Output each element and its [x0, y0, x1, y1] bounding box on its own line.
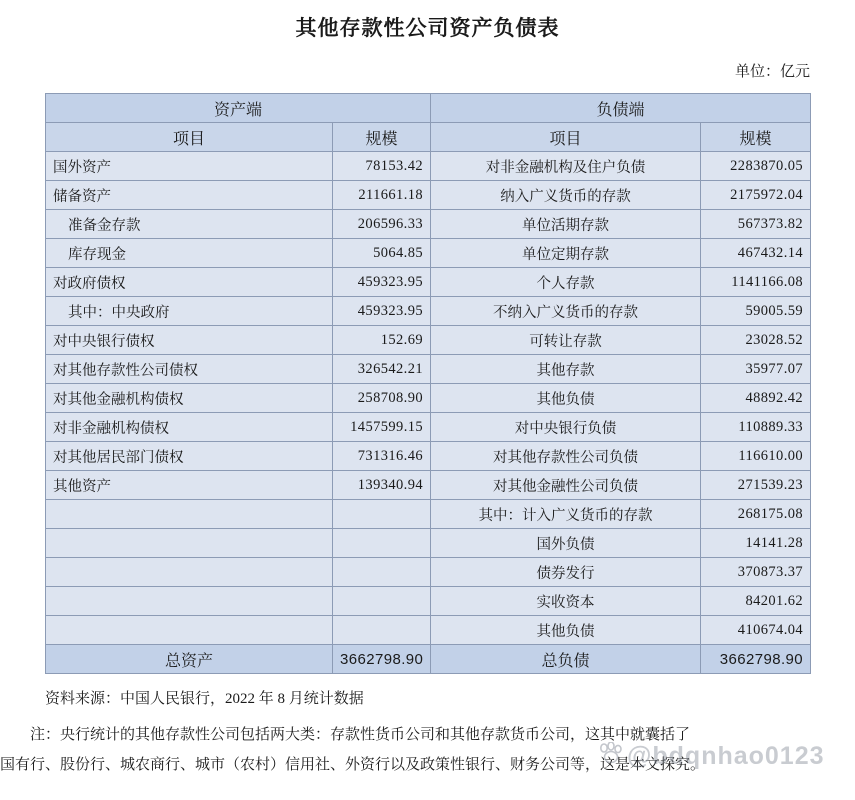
liability-item-label: 对非金融机构及住户负债 — [431, 152, 701, 181]
asset-item-label: 对中央银行债权 — [46, 326, 333, 355]
liability-item-value: 1141166.08 — [701, 268, 811, 297]
source-note: 资料来源：中国人民银行，2022 年 8 月统计数据 — [45, 691, 364, 707]
liability-item-value: 23028.52 — [701, 326, 811, 355]
liability-item-label: 单位活期存款 — [431, 210, 701, 239]
liability-item-label: 对中央银行负债 — [431, 413, 701, 442]
group-header-row — [46, 94, 811, 123]
total-liabilities-value: 3662798.90 — [701, 645, 811, 674]
balance-sheet-table — [45, 93, 811, 674]
liability-item-value: 271539.23 — [701, 471, 811, 500]
asset-item-label: 国外资产 — [46, 152, 333, 181]
liability-item-value: 116610.00 — [701, 442, 811, 471]
asset-item-label: 库存现金 — [46, 239, 333, 268]
table-row — [46, 326, 811, 355]
total-row — [46, 645, 811, 674]
liability-item-label: 国外负债 — [431, 529, 701, 558]
page-title: 其他存款性公司资产负债表 — [295, 16, 560, 40]
note-line-2: 国有行、股份行、城农商行、城市（农村）信用社、外资行以及政策性银行、财务公司等，这是本文探究。 — [0, 757, 706, 773]
table-row — [46, 268, 811, 297]
asset-item-value: 211661.18 — [333, 181, 431, 210]
asset-item-label: 其中：中央政府 — [46, 297, 333, 326]
liability-item-label: 可转让存款 — [431, 326, 701, 355]
asset-item-value — [333, 529, 431, 558]
asset-item-value: 731316.46 — [333, 442, 431, 471]
column-header-asset-value: 规模 — [333, 123, 431, 152]
liability-item-value: 268175.08 — [701, 500, 811, 529]
asset-item-value: 258708.90 — [333, 384, 431, 413]
table-row — [46, 239, 811, 268]
liability-item-label: 个人存款 — [431, 268, 701, 297]
asset-item-label: 准备金存款 — [46, 210, 333, 239]
table-row — [46, 152, 811, 181]
column-header-asset-item: 项目 — [46, 123, 333, 152]
table-row — [46, 297, 811, 326]
asset-item-label — [46, 587, 333, 616]
asset-item-value: 139340.94 — [333, 471, 431, 500]
explanatory-note — [0, 714, 855, 780]
liability-item-value: 467432.14 — [701, 239, 811, 268]
asset-item-label — [46, 500, 333, 529]
balance-sheet-table-container — [0, 81, 855, 674]
liability-item-value: 14141.28 — [701, 529, 811, 558]
table-body — [46, 152, 811, 645]
asset-item-label: 对其他存款性公司债权 — [46, 355, 333, 384]
group-header-assets: 资产端 — [46, 94, 431, 123]
liability-item-label: 其他负债 — [431, 384, 701, 413]
total-assets-label: 总资产 — [46, 645, 333, 674]
liability-item-label: 不纳入广义货币的存款 — [431, 297, 701, 326]
table-row — [46, 384, 811, 413]
asset-item-value: 459323.95 — [333, 297, 431, 326]
total-assets-value: 3662798.90 — [333, 645, 431, 674]
liability-item-value: 410674.04 — [701, 616, 811, 645]
table-row — [46, 529, 811, 558]
table-row — [46, 413, 811, 442]
column-header-liability-value: 规模 — [701, 123, 811, 152]
asset-item-label — [46, 616, 333, 645]
table-row — [46, 442, 811, 471]
liability-item-value: 59005.59 — [701, 297, 811, 326]
table-header — [46, 94, 811, 152]
asset-item-label: 储备资产 — [46, 181, 333, 210]
liability-item-value: 370873.37 — [701, 558, 811, 587]
liability-item-label: 其他负债 — [431, 616, 701, 645]
table-row — [46, 616, 811, 645]
liability-item-value: 35977.07 — [701, 355, 811, 384]
table-row — [46, 558, 811, 587]
table-row — [46, 181, 811, 210]
liability-item-value: 48892.42 — [701, 384, 811, 413]
group-header-liabilities: 负债端 — [431, 94, 811, 123]
asset-item-value: 152.69 — [333, 326, 431, 355]
liability-item-label: 对其他金融性公司负债 — [431, 471, 701, 500]
liability-item-label: 实收资本 — [431, 587, 701, 616]
asset-item-label — [46, 529, 333, 558]
asset-item-value: 5064.85 — [333, 239, 431, 268]
liability-item-value: 567373.82 — [701, 210, 811, 239]
column-header-row — [46, 123, 811, 152]
note-line-1: 注：央行统计的其他存款性公司包括两大类：存款性货币公司和其他存款货币公司，这其中就囊括了 — [30, 727, 691, 743]
table-row — [46, 587, 811, 616]
liability-item-label: 债券发行 — [431, 558, 701, 587]
liability-item-value: 2283870.05 — [701, 152, 811, 181]
asset-item-label: 其他资产 — [46, 471, 333, 500]
watermark-text: @bdqnhao0123 — [627, 742, 825, 770]
asset-item-label: 对其他金融机构债权 — [46, 384, 333, 413]
asset-item-label: 对其他居民部门债权 — [46, 442, 333, 471]
asset-item-value: 78153.42 — [333, 152, 431, 181]
unit-label: 单位：亿元 — [734, 64, 810, 80]
table-row — [46, 355, 811, 384]
asset-item-value — [333, 587, 431, 616]
asset-item-value — [333, 500, 431, 529]
liability-item-label: 其中：计入广义货币的存款 — [431, 500, 701, 529]
table-row — [46, 210, 811, 239]
total-liabilities-label: 总负债 — [431, 645, 701, 674]
liability-item-value: 84201.62 — [701, 587, 811, 616]
liability-item-label: 单位定期存款 — [431, 239, 701, 268]
asset-item-label: 对非金融机构债权 — [46, 413, 333, 442]
table-row — [46, 471, 811, 500]
asset-item-value: 326542.21 — [333, 355, 431, 384]
liability-item-value: 110889.33 — [701, 413, 811, 442]
asset-item-value — [333, 616, 431, 645]
liability-item-label: 其他存款 — [431, 355, 701, 384]
asset-item-label — [46, 558, 333, 587]
liability-item-label: 纳入广义货币的存款 — [431, 181, 701, 210]
table-footer — [46, 645, 811, 674]
asset-item-value — [333, 558, 431, 587]
column-header-liability-item: 项目 — [431, 123, 701, 152]
asset-item-value: 1457599.15 — [333, 413, 431, 442]
liability-item-value: 2175972.04 — [701, 181, 811, 210]
asset-item-label: 对政府债权 — [46, 268, 333, 297]
table-row — [46, 500, 811, 529]
asset-item-value: 206596.33 — [333, 210, 431, 239]
liability-item-label: 对其他存款性公司负债 — [431, 442, 701, 471]
asset-item-value: 459323.95 — [333, 268, 431, 297]
